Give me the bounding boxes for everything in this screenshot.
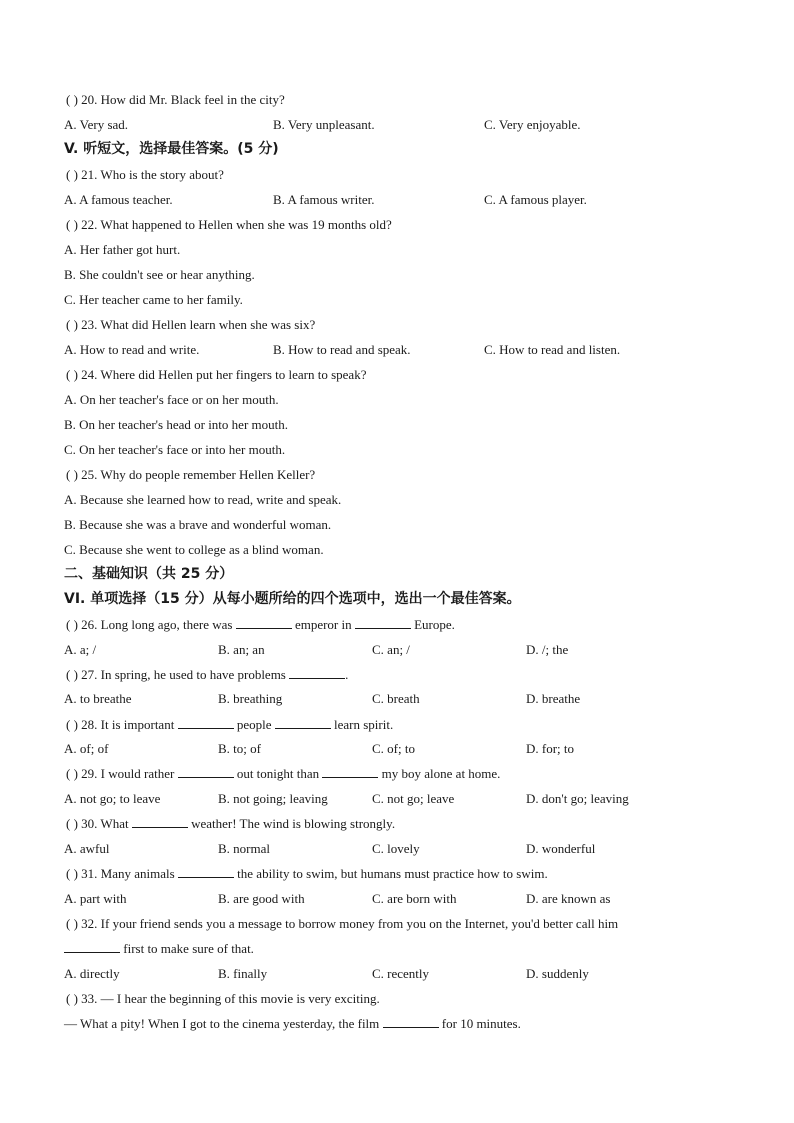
question-21: ( ) 21. Who is the story about?	[66, 167, 224, 182]
q22-option-b: B. She couldn't see or hear anything.	[64, 267, 255, 282]
q27-option-a: A. to breathe	[64, 691, 132, 706]
q28-option-d: D. for; to	[526, 741, 575, 756]
q26-option-d: D. /; the	[526, 642, 569, 657]
q23-option-b: B. How to read and speak.	[273, 342, 411, 357]
q28-option-c: C. of; to	[372, 741, 415, 756]
q31-option-d: D. are known as	[526, 891, 611, 906]
question-24: ( ) 24. Where did Hellen put her fingers to learn to speak?	[66, 367, 367, 382]
part-2-heading: 二、基础知识（共 25 分）	[64, 566, 234, 582]
q21-option-a: A. A famous teacher.	[64, 192, 173, 207]
q29-option-a: A. not go; to leave	[64, 791, 161, 806]
question-28: ( ) 28. It is important people learn spirit.	[66, 717, 394, 732]
q24-option-a: A. On her teacher's face or on her mouth.	[64, 392, 279, 407]
q20-option-b: B. Very unpleasant.	[273, 117, 375, 132]
question-33: ( ) 33. — I hear the beginning of this movie is very exciting.	[66, 991, 380, 1006]
q24-option-c: C. On her teacher's face or into her mouth.	[64, 442, 286, 457]
blank[interactable]	[322, 766, 378, 778]
q20-option-a: A. Very sad.	[64, 117, 129, 132]
q26-option-c: C. an; /	[372, 642, 410, 657]
question-33-reply: — What a pity! When I got to the cinema yesterday, the film for 10 minutes.	[64, 1016, 521, 1031]
question-23: ( ) 23. What did Hellen learn when she was six?	[66, 317, 316, 332]
question-32-continued: first to make sure of that.	[64, 941, 254, 957]
blank[interactable]	[132, 816, 188, 828]
q28-option-b: B. to; of	[218, 741, 261, 756]
q21-option-b: B. A famous writer.	[273, 192, 375, 207]
blank[interactable]	[178, 717, 234, 729]
q26-option-a: A. a; /	[64, 642, 97, 657]
q22-option-c: C. Her teacher came to her family.	[64, 292, 243, 307]
q29-option-b: B. not going; leaving	[218, 791, 328, 806]
question-32: ( ) 32. If your friend sends you a message to borrow money from you on the Internet, you'd better call him	[66, 916, 619, 931]
q27-option-b: B. breathing	[218, 691, 283, 706]
q20-option-c: C. Very enjoyable.	[484, 117, 581, 132]
q22-option-a: A. Her father got hurt.	[64, 242, 181, 257]
question-22: ( ) 22. What happened to Hellen when she was 19 months old?	[66, 217, 392, 232]
blank[interactable]	[178, 766, 234, 778]
q30-option-d: D. wonderful	[526, 841, 596, 856]
q25-option-a: A. Because she learned how to read, write and speak.	[64, 492, 342, 507]
section-vi-heading: VI. 单项选择（15 分）从每小题所给的四个选项中，选出一个最佳答案。	[64, 591, 521, 607]
q29-option-d: D. don't go; leaving	[526, 791, 629, 806]
q24-option-b: B. On her teacher's head or into her mouth.	[64, 417, 288, 432]
q23-option-a: A. How to read and write.	[64, 342, 200, 357]
question-20: ( ) 20. How did Mr. Black feel in the city?	[66, 92, 285, 107]
q28-option-a: A. of; of	[64, 741, 109, 756]
q21-option-c: C. A famous player.	[484, 192, 587, 207]
question-31: ( ) 31. Many animals the ability to swim, but humans must practice how to swim.	[66, 866, 548, 881]
q27-option-c: C. breath	[372, 691, 420, 706]
section-v-heading: V. 听短文，选择最佳答案。(5 分)	[64, 141, 279, 157]
q31-option-c: C. are born with	[372, 891, 457, 906]
q32-option-d: D. suddenly	[526, 966, 589, 981]
q29-option-c: C. not go; leave	[372, 791, 455, 806]
q25-option-b: B. Because she was a brave and wonderful woman.	[64, 517, 332, 532]
q25-option-c: C. Because she went to college as a blind woman.	[64, 542, 324, 557]
blank[interactable]	[289, 667, 345, 679]
q31-option-a: A. part with	[64, 891, 127, 906]
q23-option-c: C. How to read and listen.	[484, 342, 621, 357]
blank[interactable]	[236, 617, 292, 629]
q27-option-d: D. breathe	[526, 691, 581, 706]
question-26: ( ) 26. Long long ago, there was emperor in Europe.	[66, 617, 455, 632]
blank[interactable]	[275, 717, 331, 729]
question-25: ( ) 25. Why do people remember Hellen Keller?	[66, 467, 316, 482]
question-29: ( ) 29. I would rather out tonight than my boy alone at home.	[66, 766, 501, 781]
blank[interactable]	[64, 941, 120, 953]
q32-option-a: A. directly	[64, 966, 120, 981]
question-30: ( ) 30. What weather! The wind is blowing strongly.	[66, 816, 396, 831]
q30-option-b: B. normal	[218, 841, 270, 856]
blank[interactable]	[383, 1016, 439, 1028]
q31-option-b: B. are good with	[218, 891, 305, 906]
question-27: ( ) 27. In spring, he used to have problems .	[66, 667, 349, 682]
q32-option-c: C. recently	[372, 966, 430, 981]
q30-option-c: C. lovely	[372, 841, 420, 856]
q26-option-b: B. an; an	[218, 642, 265, 657]
blank[interactable]	[178, 866, 234, 878]
q30-option-a: A. awful	[64, 841, 110, 856]
q32-option-b: B. finally	[218, 966, 268, 981]
blank[interactable]	[355, 617, 411, 629]
